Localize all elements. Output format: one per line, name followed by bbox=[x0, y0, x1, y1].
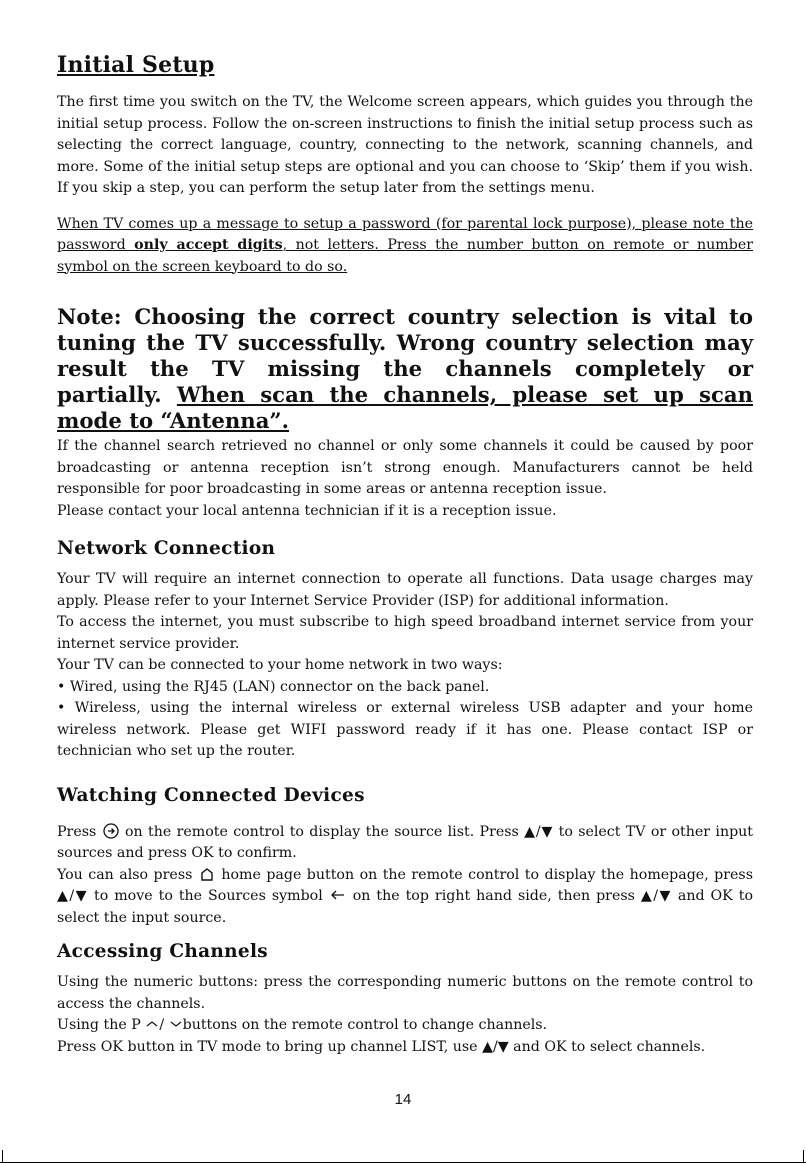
devices-p2-a: You can also press bbox=[57, 866, 198, 883]
devices-paragraph-1 bbox=[57, 822, 753, 865]
network-line: To access the internet, you must subscribe to high speed broadband internet service from your internet service provider. bbox=[57, 614, 753, 652]
network-line: Your TV can be connected to your home network in two ways: bbox=[57, 657, 503, 673]
channels-line-3: Press OK button in TV mode to bring up channel LIST, use ▲/▼ and OK to select channels. bbox=[57, 1038, 706, 1055]
devices-p1-b: on the remote control to display the source list. Press ▲/▼ to select TV or other input sources and press OK to confirm. bbox=[57, 823, 754, 861]
channel-up-icon bbox=[145, 1016, 159, 1032]
channels-line-1: Using the numeric buttons: press the corresponding numeric buttons on the remote control to access the channels. bbox=[57, 974, 753, 1012]
search-info-2: Please contact your local antenna technician if it is a reception issue. bbox=[57, 502, 557, 519]
password-note bbox=[57, 214, 753, 279]
page-number: 14 bbox=[394, 1091, 412, 1108]
network-section bbox=[57, 538, 753, 763]
country-note-text: Note: Choosing the correct country selection is vital to tuning the TV successfully. Wrong country selection may result the TV missing the channels completely or partially. bbox=[57, 304, 753, 407]
channels-l2-c: buttons on the remote control to change channels. bbox=[182, 1017, 548, 1033]
network-bullet-wired: • Wired, using the RJ45 (LAN) connector on the back panel. bbox=[57, 678, 490, 695]
manual-page bbox=[57, 52, 753, 1058]
back-arrow-icon bbox=[329, 887, 347, 903]
intro-paragraph: The first time you switch on the TV, the Welcome screen appears, which guides you through the initial setup process. Follow the on-screen instructions to finish the initial setup process such as selecting the correct language, country, connecting to the network, scanning channels, and more. Some of the initial setup steps are optional and you can choose to ‘Skip’ them if you wish. If you skip a step, you can perform the setup later from the settings menu. bbox=[57, 94, 753, 196]
channels-l2-a: Using the P bbox=[57, 1017, 146, 1033]
devices-section bbox=[57, 785, 753, 930]
network-line: Your TV will require an internet connection to operate all functions. Data usage charges may apply. Please refer to your Internet Service Provider (ISP) for additional information. bbox=[57, 571, 753, 609]
source-icon bbox=[102, 823, 120, 839]
devices-p2-c: on the top right hand side, then press ▲/▼ and OK to select the input source. bbox=[57, 888, 754, 926]
devices-p2-b: home page button on the remote control to display the homepage, press ▲/▼ to move to the Sources symbol bbox=[57, 866, 753, 904]
country-note-underlined: When scan the channels, please set up scan mode to “Antenna”. bbox=[57, 382, 753, 433]
home-icon bbox=[198, 866, 216, 882]
password-note-bold: only accept digits bbox=[134, 237, 283, 253]
channels-section bbox=[57, 941, 753, 1058]
devices-p1-a: Press bbox=[57, 823, 102, 840]
search-info-1: If the channel search retrieved no channel or only some channels it could be caused by poor broadcasting or antenna reception isn’t strong enough. Manufacturers cannot be held responsible for poor broadcasting in some areas or antenna reception issue. bbox=[57, 438, 753, 497]
password-note-part2: , not letters. Press the number button on remote or number symbol on the screen keyboard to do so. bbox=[57, 237, 753, 275]
channels-l2-b: / bbox=[159, 1017, 169, 1033]
channels-heading: Accessing Channels bbox=[57, 941, 269, 962]
channels-line-2 bbox=[57, 1015, 753, 1037]
network-bullet-wireless: • Wireless, using the internal wireless or external wireless USB adapter and your home wireless network. Please get WIFI password ready if it has one. Please contact ISP or technician who set up the router. bbox=[57, 700, 753, 759]
password-note-part1: When TV comes up a message to setup a password (for parental lock purpose), please note the password bbox=[57, 215, 753, 253]
crop-mark-right bbox=[803, 1150, 804, 1162]
devices-heading: Watching Connected Devices bbox=[57, 784, 365, 806]
crop-mark-left bbox=[2, 1150, 3, 1162]
network-heading: Network Connection bbox=[57, 538, 276, 559]
country-note bbox=[57, 304, 753, 434]
channel-down-icon bbox=[169, 1016, 183, 1032]
page-title: Initial Setup bbox=[57, 52, 215, 78]
devices-paragraph-2 bbox=[57, 865, 753, 930]
